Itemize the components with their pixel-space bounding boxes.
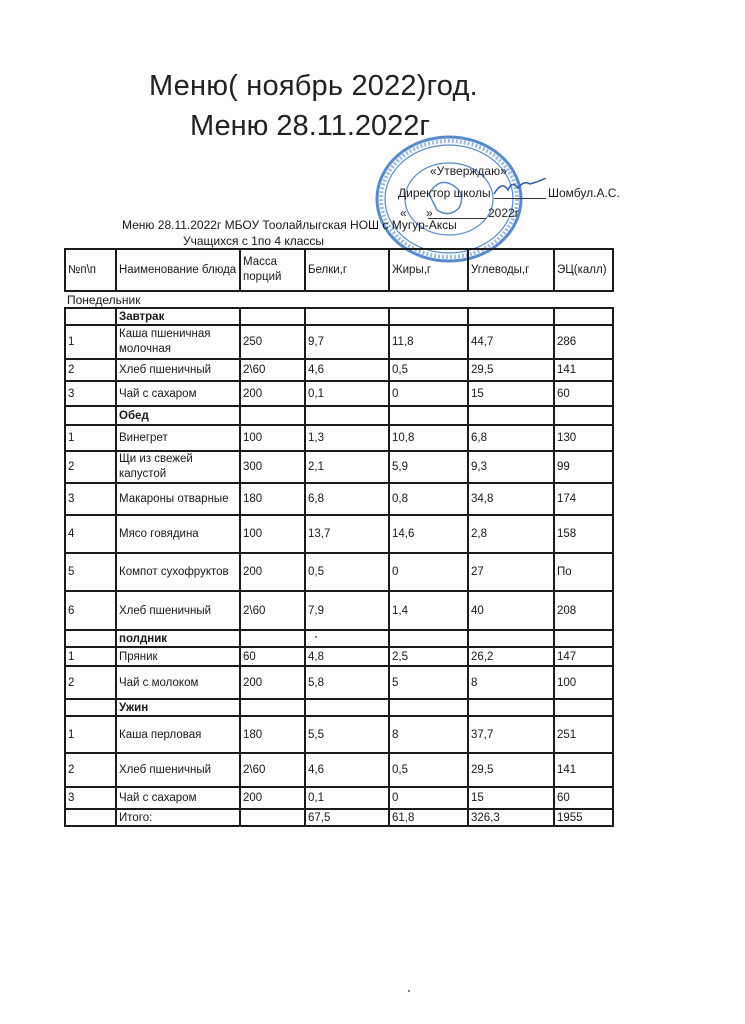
cell-protein: 9,7 xyxy=(305,325,389,359)
table-row xyxy=(65,591,613,630)
empty-cell xyxy=(468,406,554,425)
cell-name: Пряник xyxy=(116,647,240,666)
column-header-number: №п\п xyxy=(65,249,116,291)
cell-num: 4 xyxy=(65,515,116,553)
column-header-protein: Белки,г xyxy=(305,249,389,291)
cell-protein: 0,1 xyxy=(305,787,389,809)
empty-cell xyxy=(240,308,305,325)
cell-num: 5 xyxy=(65,553,116,591)
empty-cell xyxy=(554,699,613,716)
cell-name: Хлеб пшеничный xyxy=(116,359,240,381)
cell-fat: 1,4 xyxy=(389,591,468,630)
table-row xyxy=(65,359,613,381)
cell-name: Макароны отварные xyxy=(116,483,240,515)
cell-carbs: 34,8 xyxy=(468,483,554,515)
empty-cell xyxy=(65,809,116,826)
cell-kcal: 60 xyxy=(554,381,613,406)
empty-cell xyxy=(305,630,389,647)
empty-cell xyxy=(389,699,468,716)
empty-cell xyxy=(240,406,305,425)
menu-table xyxy=(64,248,614,827)
cell-kcal: 158 xyxy=(554,515,613,553)
cell-protein: 6,8 xyxy=(305,483,389,515)
section-row xyxy=(65,699,613,716)
signature-icon xyxy=(490,178,550,200)
cell-name: Винегрет xyxy=(116,425,240,451)
table-row xyxy=(65,647,613,666)
cell-carbs: 2,8 xyxy=(468,515,554,553)
menu-date-title: Меню 28.11.2022г xyxy=(190,110,431,142)
table-header-row xyxy=(65,249,613,291)
empty-cell xyxy=(305,406,389,425)
cell-name: Хлеб пшеничный xyxy=(116,591,240,630)
cell-num: 2 xyxy=(65,451,116,483)
cell-num: 3 xyxy=(65,381,116,406)
cell-name: Компот сухофруктов xyxy=(116,553,240,591)
empty-cell xyxy=(65,630,116,647)
cell-carbs: 27 xyxy=(468,553,554,591)
cell-carbs: 8 xyxy=(468,666,554,699)
column-header-carbs: Углеводы,г xyxy=(468,249,554,291)
cell-protein: 4,8 xyxy=(305,647,389,666)
table-row xyxy=(65,451,613,483)
cell-carbs: 44,7 xyxy=(468,325,554,359)
cell-num: 2 xyxy=(65,753,116,787)
cell-fat: 2,5 xyxy=(389,647,468,666)
cell-fat: 10,8 xyxy=(389,425,468,451)
empty-cell xyxy=(240,630,305,647)
director-label: Директор школы xyxy=(398,186,491,200)
cell-name: Чай с молоком xyxy=(116,666,240,699)
cell-fat: 0 xyxy=(389,553,468,591)
pupils-subtitle: Учащихся с 1по 4 классы xyxy=(183,234,325,248)
cell-mass: 180 xyxy=(240,483,305,515)
table-row xyxy=(65,716,613,753)
cell-mass: 100 xyxy=(240,425,305,451)
column-header-kcal: ЭЦ(калл) xyxy=(554,249,613,291)
cell-name: Хлеб пшеничный xyxy=(116,753,240,787)
cell-mass: 200 xyxy=(240,553,305,591)
total-protein: 67,5 xyxy=(305,809,389,826)
empty-cell xyxy=(240,809,305,826)
cell-fat: 14,6 xyxy=(389,515,468,553)
section-row xyxy=(65,308,613,325)
cell-fat: 5 xyxy=(389,666,468,699)
cell-name: Чай с сахаром xyxy=(116,381,240,406)
cell-kcal: 286 xyxy=(554,325,613,359)
table-row xyxy=(65,381,613,406)
table-row xyxy=(65,787,613,809)
cell-kcal: 99 xyxy=(554,451,613,483)
cell-protein: 7,9 xyxy=(305,591,389,630)
empty-cell xyxy=(554,308,613,325)
menu-subtitle: Меню 28.11.2022г МБОУ Тоолайлыгская НОШ с Мугур-Аксы xyxy=(122,218,457,232)
cell-kcal: По xyxy=(554,553,613,591)
scan-speck xyxy=(315,636,317,638)
date-year: 2022г xyxy=(488,206,520,220)
cell-carbs: 9,3 xyxy=(468,451,554,483)
column-header-mass: Масса порций xyxy=(240,249,305,291)
table-row xyxy=(65,515,613,553)
empty-cell xyxy=(389,406,468,425)
cell-mass: 200 xyxy=(240,381,305,406)
cell-fat: 8 xyxy=(389,716,468,753)
column-header-fat: Жиры,г xyxy=(389,249,468,291)
cell-kcal: 60 xyxy=(554,787,613,809)
empty-cell xyxy=(65,406,116,425)
cell-protein: 4,6 xyxy=(305,753,389,787)
section-title: Завтрак xyxy=(116,308,240,325)
cell-num: 2 xyxy=(65,359,116,381)
cell-protein: 5,8 xyxy=(305,666,389,699)
empty-cell xyxy=(468,699,554,716)
cell-name: Мясо говядина xyxy=(116,515,240,553)
empty-cell xyxy=(65,699,116,716)
cell-protein: 1,3 xyxy=(305,425,389,451)
cell-mass: 300 xyxy=(240,451,305,483)
cell-mass: 250 xyxy=(240,325,305,359)
cell-fat: 0,5 xyxy=(389,359,468,381)
cell-mass: 180 xyxy=(240,716,305,753)
empty-cell xyxy=(468,630,554,647)
cell-protein: 0,1 xyxy=(305,381,389,406)
day-label: Понедельник xyxy=(67,292,141,307)
cell-fat: 0 xyxy=(389,787,468,809)
cell-mass: 200 xyxy=(240,787,305,809)
cell-fat: 11,8 xyxy=(389,325,468,359)
empty-cell xyxy=(468,308,554,325)
empty-cell xyxy=(240,699,305,716)
empty-cell xyxy=(65,308,116,325)
total-carbs: 326,3 xyxy=(468,809,554,826)
scan-speck xyxy=(408,990,410,992)
cell-carbs: 6,8 xyxy=(468,425,554,451)
cell-carbs: 40 xyxy=(468,591,554,630)
menu-title: Меню( ноябрь 2022)год. xyxy=(149,70,478,102)
cell-mass: 60 xyxy=(240,647,305,666)
section-row xyxy=(65,406,613,425)
table-row xyxy=(65,325,613,359)
cell-kcal: 147 xyxy=(554,647,613,666)
cell-kcal: 100 xyxy=(554,666,613,699)
total-kcal: 1955 xyxy=(554,809,613,826)
date-quote-close: » xyxy=(426,206,433,220)
day-row xyxy=(65,291,613,308)
director-name: Шомбул.А.С. xyxy=(548,186,620,200)
cell-name: Щи из свежей капустой xyxy=(116,451,240,483)
approve-label: «Утверждаю» xyxy=(430,164,507,178)
total-label: Итого: xyxy=(116,809,240,826)
cell-name: Каша пшеничная молочная xyxy=(116,325,240,359)
cell-name: Каша перловая xyxy=(116,716,240,753)
cell-protein: 0,5 xyxy=(305,553,389,591)
cell-fat: 5,9 xyxy=(389,451,468,483)
cell-protein: 2,1 xyxy=(305,451,389,483)
cell-num: 1 xyxy=(65,647,116,666)
table-row xyxy=(65,753,613,787)
section-title: Ужин xyxy=(116,699,240,716)
cell-carbs: 29,5 xyxy=(468,359,554,381)
cell-mass: 2\60 xyxy=(240,753,305,787)
cell-num: 1 xyxy=(65,425,116,451)
cell-mass: 2\60 xyxy=(240,591,305,630)
cell-carbs: 29,5 xyxy=(468,753,554,787)
empty-cell xyxy=(554,406,613,425)
cell-num: 2 xyxy=(65,666,116,699)
table-row xyxy=(65,553,613,591)
column-header-name: Наименование блюда xyxy=(116,249,240,291)
cell-protein: 4,6 xyxy=(305,359,389,381)
cell-kcal: 130 xyxy=(554,425,613,451)
cell-num: 3 xyxy=(65,787,116,809)
table-row xyxy=(65,666,613,699)
empty-cell xyxy=(305,699,389,716)
cell-carbs: 26,2 xyxy=(468,647,554,666)
total-row xyxy=(65,809,613,826)
table-row xyxy=(65,425,613,451)
date-quote-open: « xyxy=(400,206,407,220)
section-title: полдник xyxy=(116,630,240,647)
total-fat: 61,8 xyxy=(389,809,468,826)
cell-kcal: 141 xyxy=(554,753,613,787)
cell-carbs: 15 xyxy=(468,787,554,809)
cell-carbs: 15 xyxy=(468,381,554,406)
section-row xyxy=(65,630,613,647)
table-row xyxy=(65,483,613,515)
cell-kcal: 251 xyxy=(554,716,613,753)
cell-protein: 5,5 xyxy=(305,716,389,753)
cell-kcal: 141 xyxy=(554,359,613,381)
empty-cell xyxy=(389,308,468,325)
empty-cell xyxy=(389,630,468,647)
cell-num: 6 xyxy=(65,591,116,630)
cell-kcal: 208 xyxy=(554,591,613,630)
cell-carbs: 37,7 xyxy=(468,716,554,753)
empty-cell xyxy=(305,308,389,325)
cell-protein: 13,7 xyxy=(305,515,389,553)
cell-fat: 0,5 xyxy=(389,753,468,787)
cell-mass: 200 xyxy=(240,666,305,699)
cell-mass: 100 xyxy=(240,515,305,553)
cell-num: 3 xyxy=(65,483,116,515)
section-title: Обед xyxy=(116,406,240,425)
cell-name: Чай с сахаром xyxy=(116,787,240,809)
cell-fat: 0,8 xyxy=(389,483,468,515)
cell-num: 1 xyxy=(65,716,116,753)
cell-num: 1 xyxy=(65,325,116,359)
cell-fat: 0 xyxy=(389,381,468,406)
cell-kcal: 174 xyxy=(554,483,613,515)
cell-mass: 2\60 xyxy=(240,359,305,381)
empty-cell xyxy=(554,630,613,647)
